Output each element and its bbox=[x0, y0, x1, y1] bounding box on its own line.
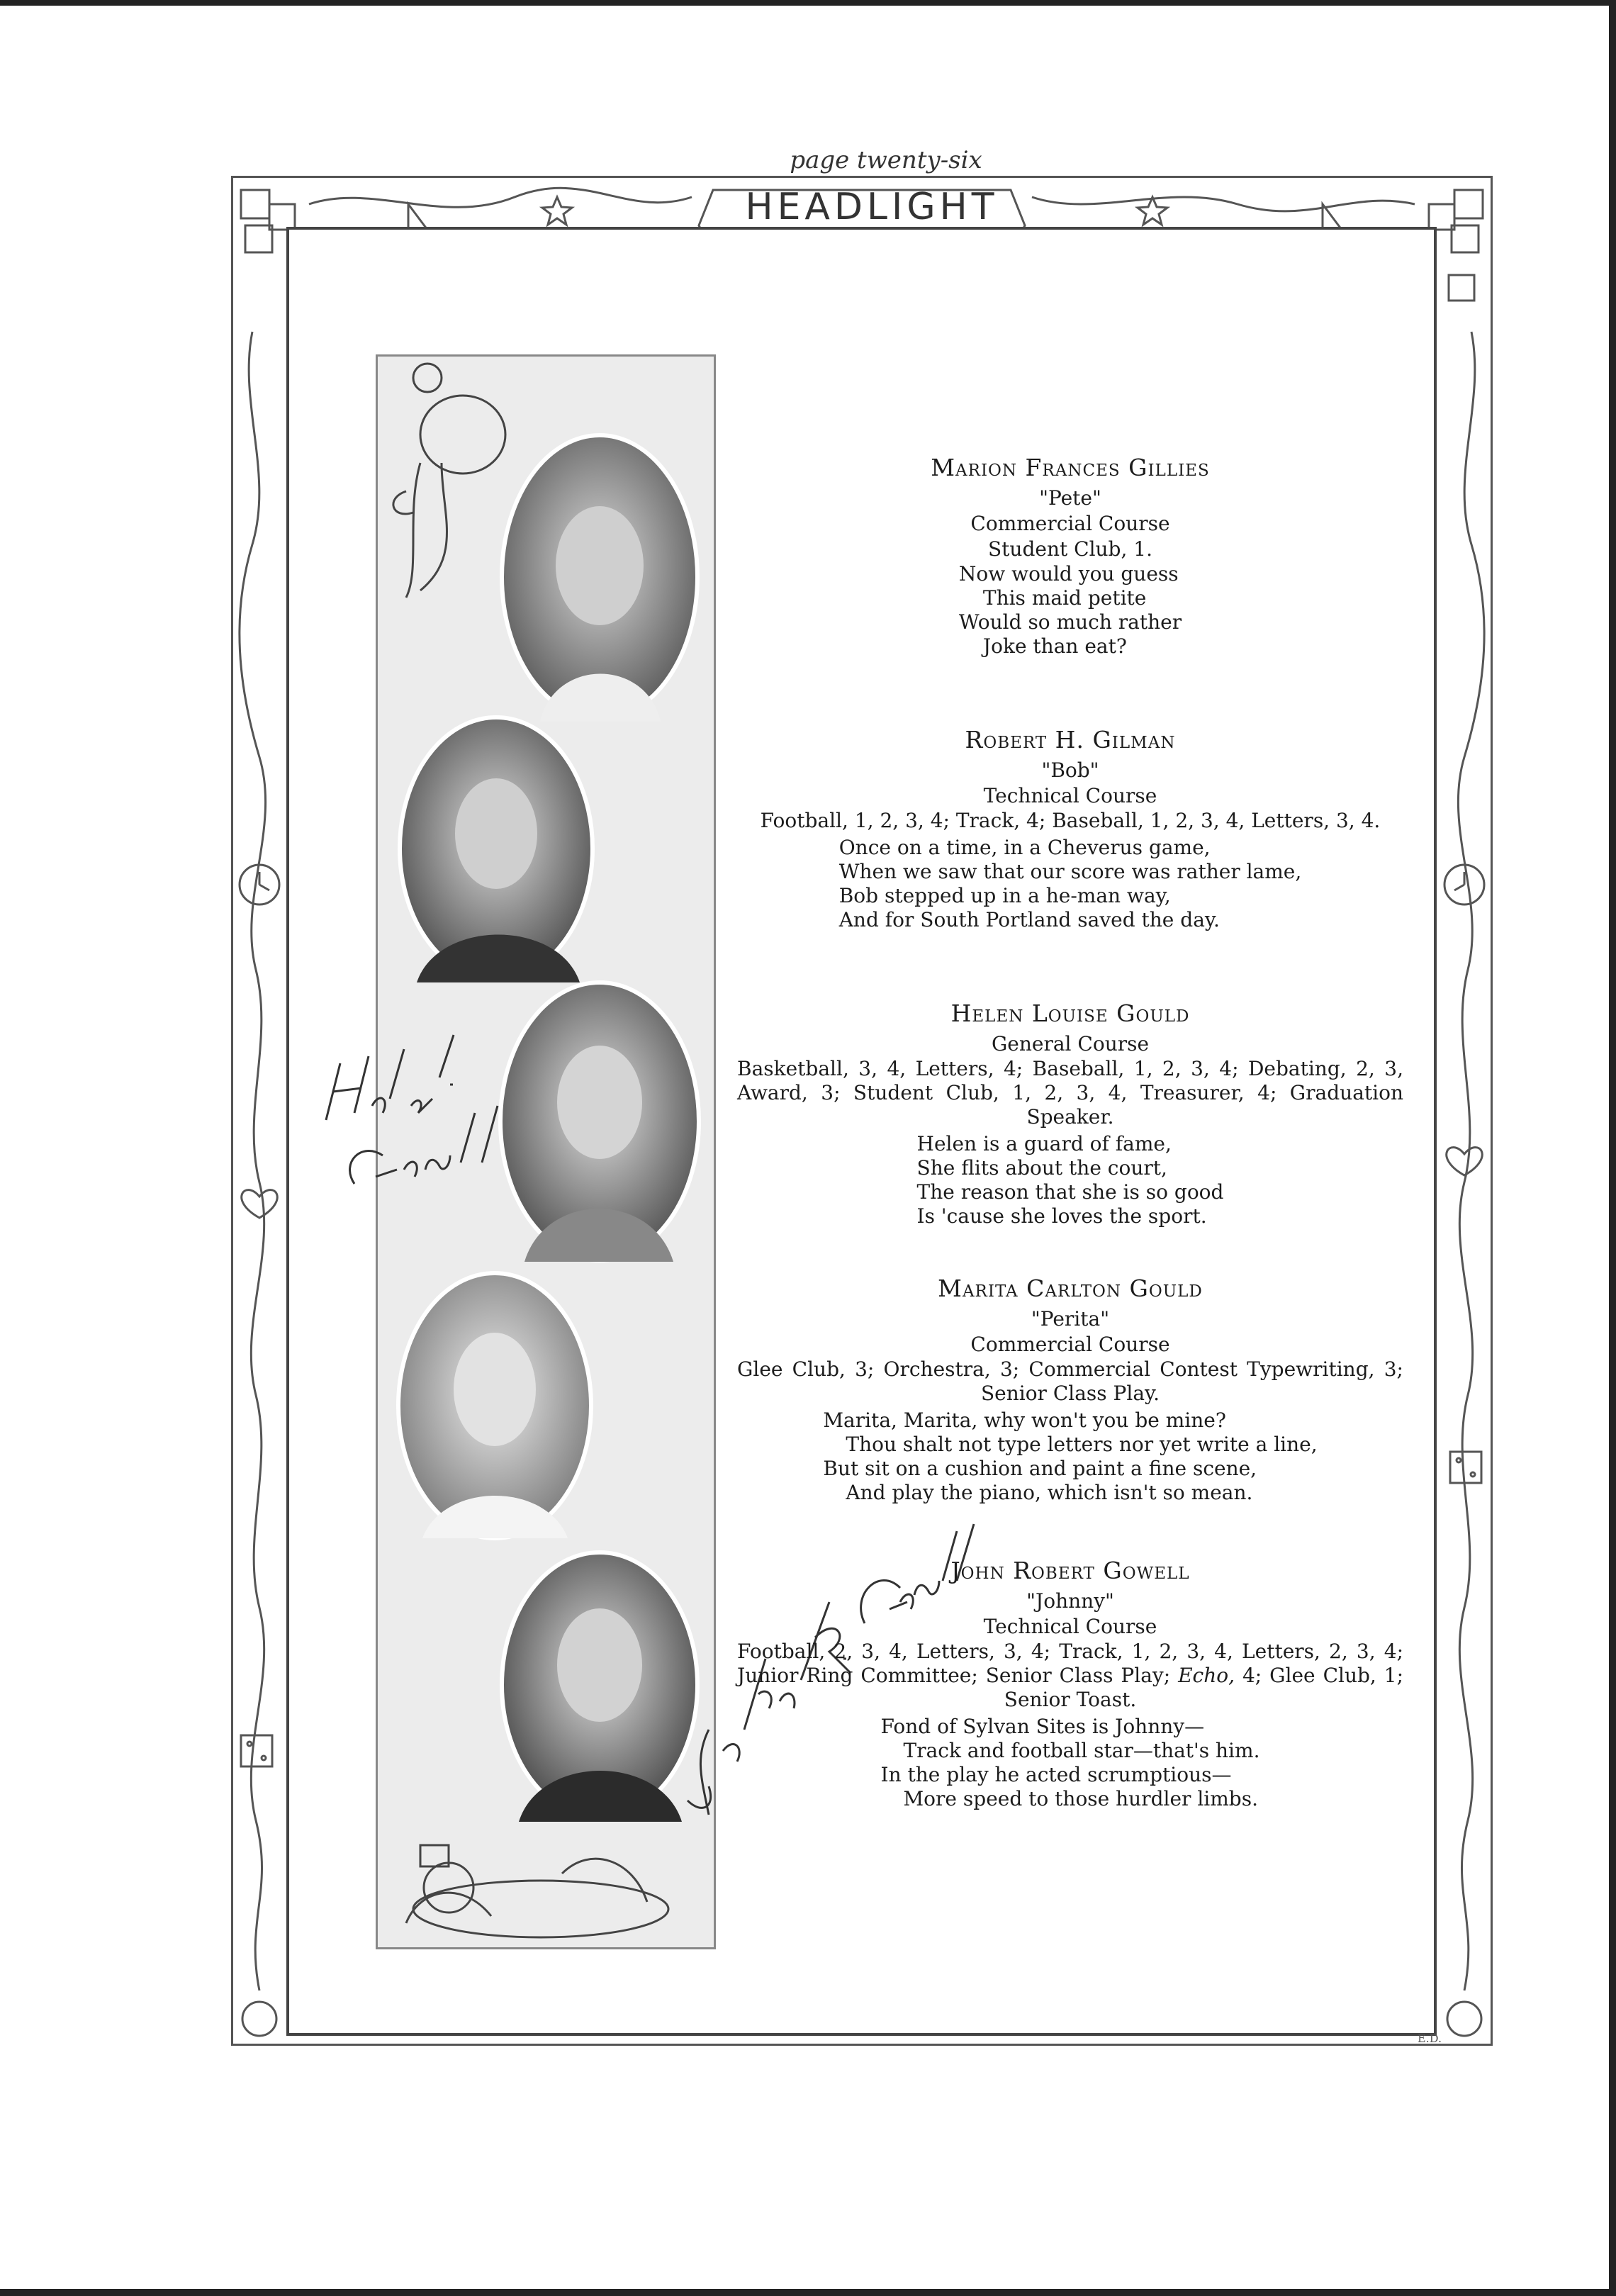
student-verse bbox=[959, 562, 1182, 659]
student-activities bbox=[737, 1640, 1403, 1712]
header-title: HEADLIGHT bbox=[745, 186, 999, 228]
entry-gowell bbox=[737, 1557, 1403, 1811]
verse-line: She flits about the court, bbox=[916, 1156, 1167, 1180]
student-verse bbox=[917, 1132, 1224, 1228]
verse-line: Would so much rather bbox=[958, 610, 1182, 634]
verse-line: Now would you guess bbox=[958, 562, 1179, 586]
verse-line: This maid petite bbox=[982, 586, 1147, 610]
student-activities: Football, 1, 2, 3, 4; Track, 4; Baseball, 1, 2, 3, 4, Letters, 3, 4. bbox=[760, 809, 1381, 832]
scan-edge-right bbox=[1609, 0, 1616, 2296]
student-nickname: "Bob" bbox=[1041, 758, 1099, 782]
verse-line: The reason that she is so good bbox=[916, 1180, 1224, 1204]
student-course: Technical Course bbox=[983, 1615, 1157, 1638]
portrait-marita-gould bbox=[394, 1269, 595, 1542]
student-course: Commercial Course bbox=[970, 512, 1170, 535]
student-course: Commercial Course bbox=[970, 1333, 1170, 1356]
activities-text: Football, 2, 3, 4, Letters, 3, 4; Track, 1, 2, 3, 4, Letters, 2, 3, 4; Junior Ring Committee; Senior Class Play; bbox=[737, 1640, 1403, 1687]
student-name: Robert H. Gilman bbox=[965, 726, 1176, 754]
student-course: Technical Course bbox=[983, 784, 1157, 807]
portrait-helen-gould bbox=[496, 978, 703, 1265]
student-activities: Student Club, 1. bbox=[988, 537, 1152, 561]
activities-echo: Echo, bbox=[1178, 1664, 1235, 1687]
verse-line: Track and football star—that's him. bbox=[903, 1739, 1260, 1762]
student-nickname: "Johnny" bbox=[1026, 1589, 1114, 1613]
scan-edge-bottom bbox=[0, 2289, 1616, 2296]
verse-line: In the play he acted scrumptious— bbox=[880, 1763, 1232, 1786]
student-name: Helen Louise Gould bbox=[950, 999, 1190, 1027]
verse-line: But sit on a cushion and paint a fine scene, bbox=[823, 1457, 1257, 1480]
signature-helen-gould bbox=[312, 1021, 524, 1219]
student-name: Marita Carlton Gould bbox=[938, 1275, 1203, 1302]
student-verse bbox=[881, 1715, 1260, 1811]
verse-line: Marita, Marita, why won't you be mine? bbox=[823, 1409, 1226, 1432]
verse-line: Thou shalt not type letters nor yet write a line, bbox=[846, 1433, 1318, 1456]
verse-line: Is 'cause she loves the sport. bbox=[916, 1204, 1207, 1228]
portrait-gillies bbox=[498, 431, 702, 723]
page-number: page twenty-six bbox=[790, 146, 982, 174]
pile-illustration bbox=[378, 1831, 714, 1948]
verse-line: When we saw that our score was rather lame, bbox=[838, 860, 1302, 883]
verse-line: Joke than eat? bbox=[982, 634, 1127, 658]
student-name: John Robert Gowell bbox=[950, 1557, 1190, 1584]
activities-text: 4; Glee Club, 1; Senior Toast. bbox=[1004, 1664, 1404, 1711]
scan-edge-top bbox=[0, 0, 1616, 6]
entry-gillies bbox=[737, 454, 1403, 659]
verse-line: And play the piano, which isn't so mean. bbox=[846, 1481, 1253, 1504]
student-activities: Basketball, 3, 4, Letters, 4; Baseball, 1, 2, 3, 4; Debating, 2, 3, Award, 3; Student Club, 1, 2, 3, 4, Treasurer, 4; Graduation Speaker. bbox=[737, 1057, 1403, 1129]
portrait-gilman bbox=[395, 713, 597, 984]
student-verse bbox=[839, 836, 1302, 932]
verse-line: Once on a time, in a Cheverus game, bbox=[838, 836, 1211, 859]
student-course: General Course bbox=[991, 1032, 1150, 1055]
student-verse bbox=[823, 1409, 1317, 1505]
verse-line: Bob stepped up in a he-man way, bbox=[838, 884, 1171, 907]
entry-marita-gould bbox=[737, 1275, 1403, 1505]
artist-initials: E.D. bbox=[1418, 2032, 1442, 2045]
entry-gilman bbox=[737, 726, 1403, 932]
student-nickname: "Perita" bbox=[1031, 1307, 1110, 1331]
verse-line: More speed to those hurdler limbs. bbox=[903, 1787, 1258, 1810]
student-nickname: "Pete" bbox=[1039, 486, 1101, 510]
verse-line: Helen is a guard of fame, bbox=[916, 1132, 1172, 1155]
entry-helen-gould bbox=[737, 999, 1403, 1228]
verse-line: Fond of Sylvan Sites is Johnny— bbox=[880, 1715, 1205, 1738]
student-name: Marion Frances Gillies bbox=[931, 454, 1210, 481]
verse-line: And for South Portland saved the day. bbox=[838, 908, 1220, 931]
student-activities: Glee Club, 3; Orchestra, 3; Commercial Contest Typewriting, 3; Senior Class Play. bbox=[737, 1357, 1403, 1405]
